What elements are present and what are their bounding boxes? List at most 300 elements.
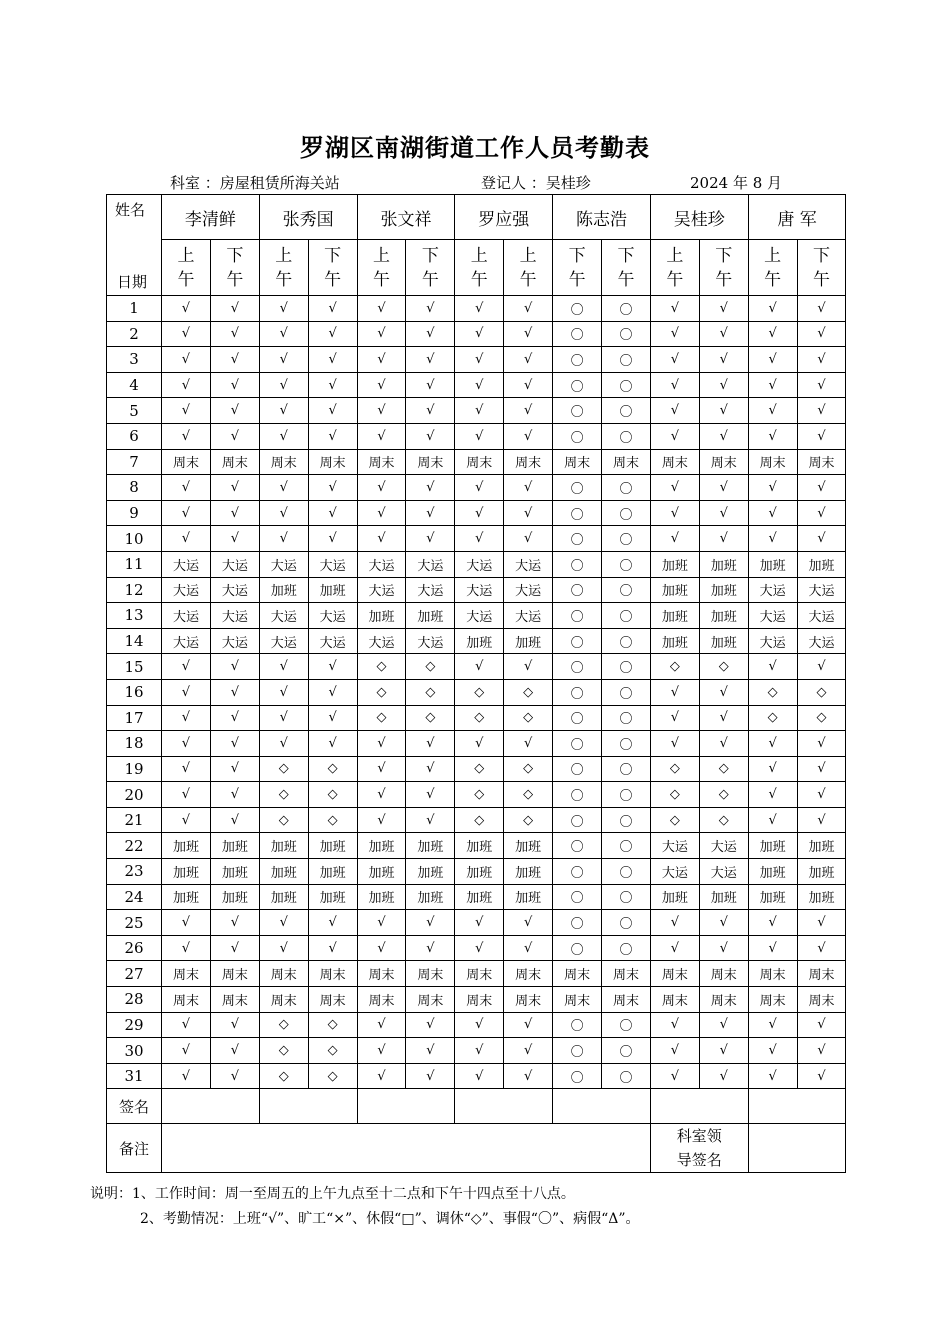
- attendance-cell: 周末: [650, 449, 699, 475]
- attendance-cell: √: [406, 500, 455, 526]
- attendance-cell: 〇: [553, 321, 602, 347]
- attendance-cell: √: [650, 935, 699, 961]
- signature-cell[interactable]: [650, 1089, 748, 1124]
- attendance-cell: √: [748, 321, 797, 347]
- attendance-cell: 大运: [748, 577, 797, 603]
- attendance-cell: √: [699, 500, 748, 526]
- half-day-header: 下 午: [797, 240, 846, 296]
- attendance-cell: 周末: [553, 961, 602, 987]
- half-day-header: 下 午: [210, 240, 259, 296]
- attendance-cell: √: [699, 679, 748, 705]
- table-row: [107, 423, 846, 449]
- attendance-cell: 周末: [602, 449, 651, 475]
- attendance-cell: 〇: [602, 910, 651, 936]
- table-row: [107, 1038, 846, 1064]
- attendance-cell: ◇: [748, 679, 797, 705]
- day-number: 29: [107, 1012, 162, 1038]
- attendance-cell: √: [210, 679, 259, 705]
- attendance-cell: √: [162, 731, 211, 757]
- attendance-cell: ◇: [455, 679, 504, 705]
- attendance-cell: √: [504, 935, 553, 961]
- attendance-cell: 〇: [553, 475, 602, 501]
- attendance-cell: 周末: [455, 449, 504, 475]
- attendance-cell: √: [357, 398, 406, 424]
- attendance-cell: 〇: [553, 910, 602, 936]
- attendance-cell: ◇: [259, 1063, 308, 1089]
- person-name: 陈志浩: [553, 195, 651, 240]
- attendance-cell: √: [650, 705, 699, 731]
- attendance-cell: √: [504, 398, 553, 424]
- attendance-cell: 大运: [504, 603, 553, 629]
- attendance-cell: 加班: [357, 884, 406, 910]
- attendance-cell: 加班: [748, 551, 797, 577]
- attendance-cell: 加班: [259, 833, 308, 859]
- attendance-cell: ◇: [406, 679, 455, 705]
- attendance-cell: √: [797, 910, 846, 936]
- attendance-cell: √: [699, 296, 748, 322]
- signature-cell[interactable]: [162, 1089, 260, 1124]
- signature-cell[interactable]: [553, 1089, 651, 1124]
- attendance-cell: 〇: [553, 756, 602, 782]
- attendance-cell: √: [699, 372, 748, 398]
- attendance-cell: ◇: [259, 782, 308, 808]
- attendance-cell: √: [210, 372, 259, 398]
- sign-label: 签名: [107, 1089, 162, 1124]
- attendance-cell: √: [406, 347, 455, 373]
- attendance-cell: √: [406, 296, 455, 322]
- attendance-cell: √: [504, 1038, 553, 1064]
- attendance-cell: 〇: [553, 679, 602, 705]
- attendance-cell: √: [357, 526, 406, 552]
- attendance-cell: 〇: [602, 1012, 651, 1038]
- attendance-cell: √: [748, 372, 797, 398]
- attendance-cell: √: [797, 347, 846, 373]
- attendance-cell: √: [455, 398, 504, 424]
- attendance-cell: 加班: [650, 884, 699, 910]
- table-row: [107, 475, 846, 501]
- attendance-cell: 大运: [162, 551, 211, 577]
- attendance-cell: √: [748, 1038, 797, 1064]
- attendance-cell: 加班: [699, 603, 748, 629]
- attendance-cell: √: [748, 347, 797, 373]
- attendance-cell: 周末: [504, 961, 553, 987]
- attendance-cell: √: [308, 347, 357, 373]
- attendance-cell: √: [406, 935, 455, 961]
- attendance-cell: √: [308, 423, 357, 449]
- attendance-cell: 大运: [162, 603, 211, 629]
- attendance-cell: 周末: [748, 449, 797, 475]
- attendance-cell: 〇: [602, 654, 651, 680]
- leader-signature-cell[interactable]: [748, 1124, 846, 1173]
- department-field: 科室 ：房屋租赁所海关站: [170, 174, 340, 192]
- attendance-cell: √: [748, 935, 797, 961]
- table-row: [107, 756, 846, 782]
- attendance-cell: 〇: [553, 347, 602, 373]
- attendance-cell: √: [650, 910, 699, 936]
- table-row: [107, 935, 846, 961]
- attendance-cell: √: [797, 756, 846, 782]
- attendance-cell: 加班: [504, 833, 553, 859]
- attendance-cell: √: [162, 1063, 211, 1089]
- attendance-cell: ◇: [259, 1038, 308, 1064]
- person-name: 张文祥: [357, 195, 455, 240]
- attendance-cell: √: [406, 475, 455, 501]
- attendance-cell: √: [455, 526, 504, 552]
- attendance-cell: √: [357, 423, 406, 449]
- remarks-cell[interactable]: [162, 1124, 651, 1173]
- attendance-cell: 〇: [602, 731, 651, 757]
- day-number: 30: [107, 1038, 162, 1064]
- attendance-cell: √: [308, 731, 357, 757]
- attendance-cell: 加班: [308, 884, 357, 910]
- day-number: 3: [107, 347, 162, 373]
- attendance-cell: √: [797, 500, 846, 526]
- attendance-cell: 〇: [602, 807, 651, 833]
- attendance-cell: √: [748, 296, 797, 322]
- attendance-cell: 〇: [553, 782, 602, 808]
- attendance-cell: ◇: [455, 807, 504, 833]
- attendance-cell: 大运: [797, 577, 846, 603]
- attendance-cell: 大运: [504, 577, 553, 603]
- half-day-header: 下 午: [602, 240, 651, 296]
- table-row: [107, 1012, 846, 1038]
- attendance-cell: √: [748, 756, 797, 782]
- attendance-cell: √: [455, 321, 504, 347]
- attendance-cell: 周末: [699, 987, 748, 1013]
- attendance-cell: ◇: [650, 782, 699, 808]
- attendance-cell: ◇: [650, 756, 699, 782]
- day-number: 22: [107, 833, 162, 859]
- signature-cell[interactable]: [455, 1089, 553, 1124]
- attendance-cell: 周末: [162, 987, 211, 1013]
- attendance-cell: 〇: [602, 321, 651, 347]
- attendance-cell: 〇: [602, 756, 651, 782]
- attendance-cell: √: [406, 1012, 455, 1038]
- attendance-cell: 周末: [308, 449, 357, 475]
- table-row: [107, 679, 846, 705]
- attendance-cell: 〇: [602, 1038, 651, 1064]
- attendance-cell: √: [210, 935, 259, 961]
- table-row: [107, 526, 846, 552]
- attendance-cell: √: [162, 372, 211, 398]
- attendance-cell: √: [748, 423, 797, 449]
- attendance-cell: √: [259, 935, 308, 961]
- attendance-cell: √: [797, 398, 846, 424]
- person-name: 张秀国: [259, 195, 357, 240]
- attendance-cell: √: [797, 731, 846, 757]
- day-number: 23: [107, 859, 162, 885]
- attendance-cell: √: [699, 1038, 748, 1064]
- half-day-header: 下 午: [406, 240, 455, 296]
- day-number: 11: [107, 551, 162, 577]
- attendance-cell: 〇: [602, 859, 651, 885]
- attendance-cell: √: [357, 807, 406, 833]
- attendance-cell: √: [406, 910, 455, 936]
- attendance-cell: 周末: [602, 987, 651, 1013]
- signature-cell[interactable]: [748, 1089, 846, 1124]
- attendance-cell: √: [455, 935, 504, 961]
- attendance-cell: √: [699, 705, 748, 731]
- attendance-cell: 周末: [797, 449, 846, 475]
- day-number: 1: [107, 296, 162, 322]
- table-row: [107, 321, 846, 347]
- table-row: [107, 705, 846, 731]
- attendance-cell: 加班: [406, 884, 455, 910]
- attendance-cell: 周末: [602, 961, 651, 987]
- attendance-cell: 加班: [357, 833, 406, 859]
- table-row: [107, 603, 846, 629]
- attendance-cell: √: [797, 526, 846, 552]
- attendance-cell: √: [748, 910, 797, 936]
- attendance-cell: ◇: [357, 705, 406, 731]
- attendance-cell: √: [797, 782, 846, 808]
- attendance-cell: √: [259, 398, 308, 424]
- attendance-cell: 大运: [455, 577, 504, 603]
- half-day-header: 下 午: [308, 240, 357, 296]
- attendance-cell: 周末: [406, 987, 455, 1013]
- attendance-cell: 〇: [602, 782, 651, 808]
- remarks-label: 备注: [107, 1124, 162, 1173]
- attendance-cell: √: [699, 475, 748, 501]
- attendance-cell: √: [259, 475, 308, 501]
- attendance-cell: √: [210, 731, 259, 757]
- attendance-cell: 〇: [553, 1012, 602, 1038]
- table-row: [107, 987, 846, 1013]
- attendance-cell: 周末: [553, 987, 602, 1013]
- attendance-cell: √: [455, 296, 504, 322]
- attendance-cell: √: [162, 296, 211, 322]
- attendance-cell: 大运: [650, 833, 699, 859]
- attendance-cell: √: [259, 731, 308, 757]
- attendance-cell: 加班: [259, 859, 308, 885]
- attendance-cell: √: [455, 731, 504, 757]
- attendance-cell: √: [162, 782, 211, 808]
- day-number: 9: [107, 500, 162, 526]
- attendance-cell: √: [357, 296, 406, 322]
- day-number: 27: [107, 961, 162, 987]
- attendance-cell: √: [504, 500, 553, 526]
- attendance-cell: √: [650, 423, 699, 449]
- attendance-cell: 加班: [748, 833, 797, 859]
- attendance-cell: 〇: [602, 577, 651, 603]
- attendance-cell: √: [162, 500, 211, 526]
- day-number: 31: [107, 1063, 162, 1089]
- attendance-cell: √: [504, 1012, 553, 1038]
- attendance-cell: √: [504, 347, 553, 373]
- attendance-cell: √: [259, 347, 308, 373]
- attendance-cell: √: [357, 782, 406, 808]
- attendance-cell: √: [455, 500, 504, 526]
- attendance-cell: 周末: [650, 987, 699, 1013]
- attendance-cell: √: [259, 372, 308, 398]
- attendance-cell: ◇: [259, 756, 308, 782]
- attendance-cell: √: [308, 935, 357, 961]
- attendance-cell: √: [162, 475, 211, 501]
- attendance-cell: √: [357, 910, 406, 936]
- attendance-cell: √: [357, 731, 406, 757]
- day-number: 5: [107, 398, 162, 424]
- attendance-cell: √: [504, 526, 553, 552]
- attendance-table: [106, 194, 846, 1173]
- attendance-cell: √: [699, 910, 748, 936]
- day-number: 15: [107, 654, 162, 680]
- attendance-cell: √: [162, 398, 211, 424]
- attendance-cell: 周末: [455, 961, 504, 987]
- person-name: 罗应强: [455, 195, 553, 240]
- attendance-cell: √: [406, 1038, 455, 1064]
- attendance-cell: 大运: [357, 577, 406, 603]
- attendance-cell: 〇: [553, 577, 602, 603]
- attendance-cell: √: [210, 705, 259, 731]
- attendance-cell: √: [748, 398, 797, 424]
- attendance-cell: √: [357, 935, 406, 961]
- attendance-cell: √: [210, 500, 259, 526]
- attendance-cell: ◇: [504, 782, 553, 808]
- day-number: 21: [107, 807, 162, 833]
- attendance-cell: 〇: [602, 884, 651, 910]
- attendance-cell: 加班: [699, 577, 748, 603]
- day-number: 10: [107, 526, 162, 552]
- attendance-cell: ◇: [259, 807, 308, 833]
- attendance-cell: ◇: [259, 1012, 308, 1038]
- attendance-cell: 加班: [504, 628, 553, 654]
- attendance-cell: √: [699, 1012, 748, 1038]
- attendance-cell: √: [210, 756, 259, 782]
- attendance-cell: √: [162, 705, 211, 731]
- attendance-cell: 加班: [406, 859, 455, 885]
- attendance-cell: 〇: [602, 398, 651, 424]
- attendance-cell: ◇: [650, 807, 699, 833]
- half-day-header: 上 午: [748, 240, 797, 296]
- attendance-cell: 加班: [210, 833, 259, 859]
- table-row: [107, 551, 846, 577]
- attendance-cell: 加班: [406, 833, 455, 859]
- attendance-cell: ◇: [357, 654, 406, 680]
- attendance-cell: √: [455, 347, 504, 373]
- attendance-cell: √: [504, 910, 553, 936]
- attendance-cell: 〇: [602, 705, 651, 731]
- attendance-cell: 加班: [162, 833, 211, 859]
- attendance-cell: 加班: [259, 884, 308, 910]
- attendance-cell: √: [162, 654, 211, 680]
- attendance-cell: ◇: [504, 807, 553, 833]
- attendance-cell: √: [259, 654, 308, 680]
- attendance-cell: √: [455, 475, 504, 501]
- attendance-cell: √: [748, 654, 797, 680]
- table-row: [107, 398, 846, 424]
- day-number: 26: [107, 935, 162, 961]
- table-row: [107, 449, 846, 475]
- attendance-cell: √: [259, 679, 308, 705]
- attendance-cell: √: [504, 654, 553, 680]
- signature-cell[interactable]: [357, 1089, 455, 1124]
- half-day-header: 上 午: [357, 240, 406, 296]
- attendance-cell: √: [162, 935, 211, 961]
- attendance-cell: ◇: [504, 705, 553, 731]
- attendance-cell: ◇: [699, 756, 748, 782]
- attendance-cell: √: [259, 423, 308, 449]
- attendance-cell: √: [406, 782, 455, 808]
- table-row: [107, 833, 846, 859]
- attendance-cell: 〇: [553, 1038, 602, 1064]
- attendance-cell: 周末: [748, 987, 797, 1013]
- attendance-cell: ◇: [699, 782, 748, 808]
- attendance-cell: √: [748, 1063, 797, 1089]
- attendance-cell: ◇: [455, 782, 504, 808]
- attendance-cell: √: [162, 1038, 211, 1064]
- attendance-cell: 周末: [259, 449, 308, 475]
- attendance-cell: √: [699, 935, 748, 961]
- table-row: [107, 910, 846, 936]
- attendance-cell: √: [210, 1012, 259, 1038]
- attendance-cell: 加班: [162, 884, 211, 910]
- attendance-cell: 〇: [553, 551, 602, 577]
- attendance-cell: 加班: [650, 551, 699, 577]
- attendance-cell: 〇: [553, 500, 602, 526]
- attendance-cell: √: [797, 1038, 846, 1064]
- signature-cell[interactable]: [259, 1089, 357, 1124]
- table-row: [107, 654, 846, 680]
- attendance-cell: 〇: [553, 884, 602, 910]
- day-number: 20: [107, 782, 162, 808]
- attendance-cell: √: [797, 475, 846, 501]
- attendance-cell: 大运: [259, 628, 308, 654]
- day-number: 6: [107, 423, 162, 449]
- attendance-cell: 周末: [504, 449, 553, 475]
- person-name: 吴桂珍: [650, 195, 748, 240]
- attendance-cell: 周末: [699, 449, 748, 475]
- attendance-cell: 周末: [797, 987, 846, 1013]
- attendance-cell: √: [308, 475, 357, 501]
- attendance-cell: √: [748, 500, 797, 526]
- attendance-cell: 〇: [602, 296, 651, 322]
- day-number: 12: [107, 577, 162, 603]
- day-number: 19: [107, 756, 162, 782]
- attendance-cell: √: [210, 807, 259, 833]
- attendance-cell: ◇: [699, 807, 748, 833]
- attendance-cell: √: [699, 1063, 748, 1089]
- attendance-cell: √: [797, 321, 846, 347]
- attendance-cell: 大运: [699, 859, 748, 885]
- attendance-cell: 加班: [797, 884, 846, 910]
- attendance-cell: √: [455, 654, 504, 680]
- attendance-cell: √: [210, 526, 259, 552]
- attendance-cell: √: [210, 398, 259, 424]
- attendance-cell: ◇: [455, 756, 504, 782]
- registrar-field: 登记人 ：吴桂珍: [481, 174, 591, 192]
- attendance-cell: 大运: [504, 551, 553, 577]
- table-row: [107, 296, 846, 322]
- attendance-cell: √: [797, 1063, 846, 1089]
- table-row: [107, 1063, 846, 1089]
- attendance-cell: 〇: [553, 296, 602, 322]
- attendance-cell: 周末: [259, 987, 308, 1013]
- table-row: [107, 782, 846, 808]
- attendance-cell: ◇: [504, 756, 553, 782]
- attendance-cell: √: [162, 526, 211, 552]
- attendance-cell: √: [650, 1012, 699, 1038]
- attendance-cell: 大运: [699, 833, 748, 859]
- attendance-cell: √: [748, 782, 797, 808]
- person-name: 李清鲜: [162, 195, 260, 240]
- attendance-cell: √: [308, 296, 357, 322]
- day-number: 13: [107, 603, 162, 629]
- attendance-cell: 大运: [210, 551, 259, 577]
- attendance-cell: √: [308, 705, 357, 731]
- table-row: [107, 884, 846, 910]
- attendance-cell: √: [210, 654, 259, 680]
- attendance-cell: √: [210, 423, 259, 449]
